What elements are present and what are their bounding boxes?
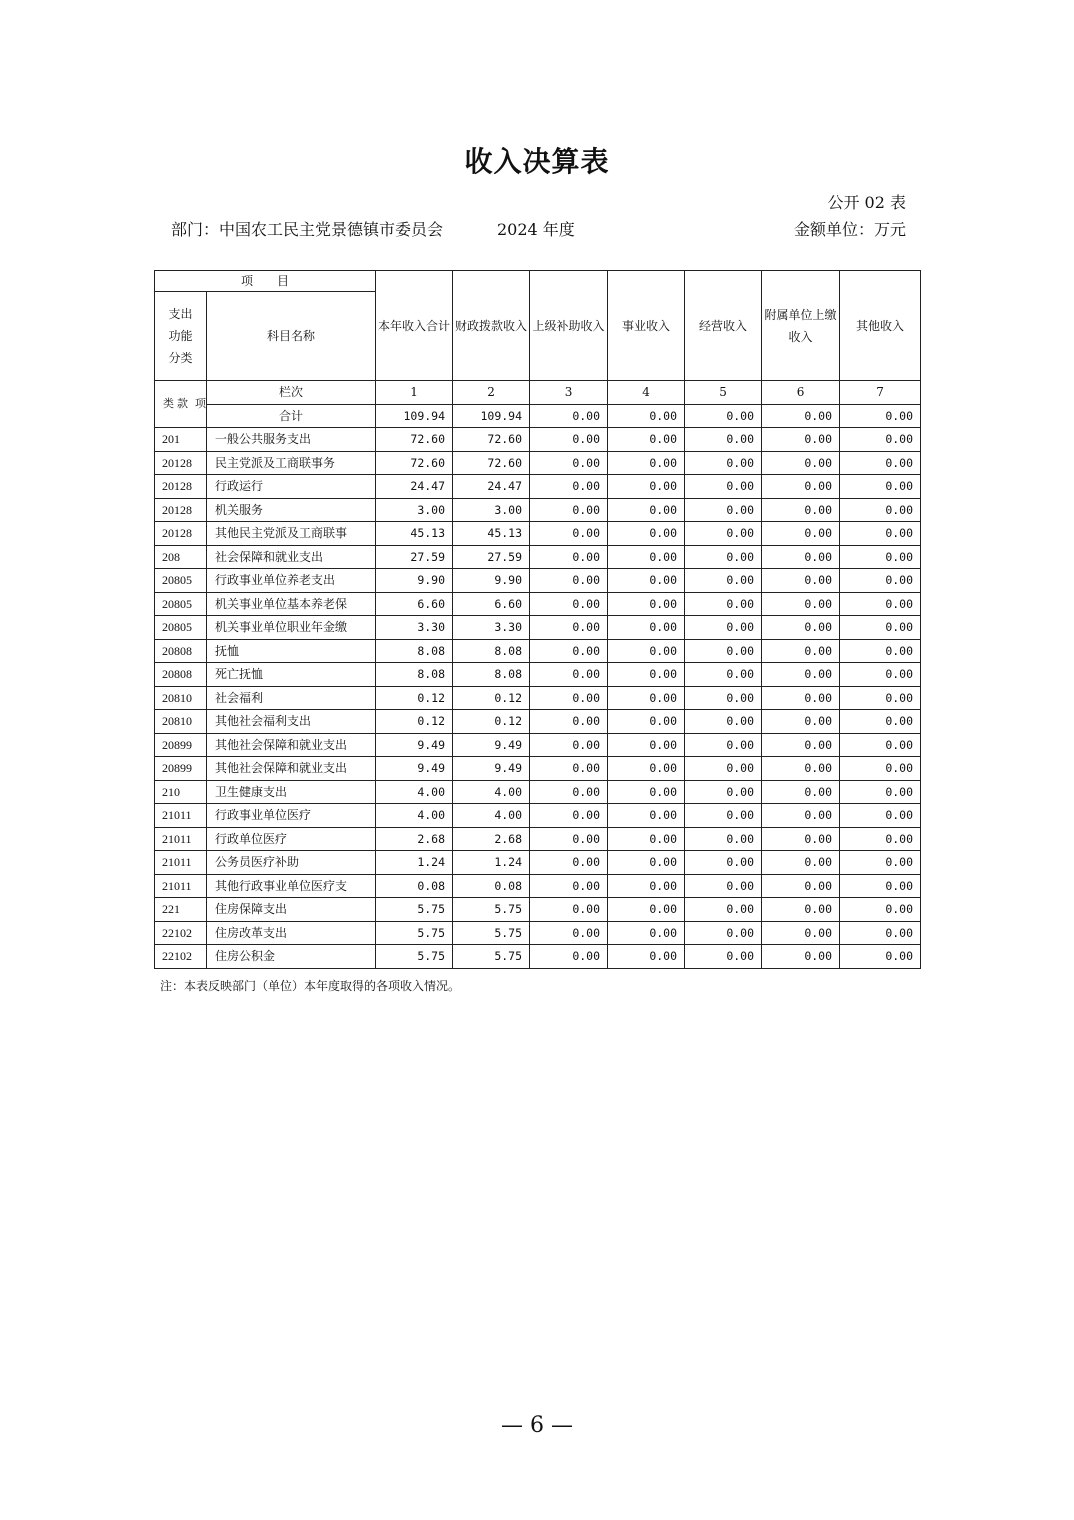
amount-cell: 0.00 bbox=[762, 428, 840, 452]
amount-cell: 0.00 bbox=[840, 780, 921, 804]
amount-cell: 0.00 bbox=[685, 710, 762, 734]
subject-name: 机关服务 bbox=[207, 498, 376, 522]
total-row bbox=[155, 404, 921, 428]
amount-cell: 8.08 bbox=[453, 663, 530, 687]
amount-cell: 0.00 bbox=[685, 498, 762, 522]
amount-cell: 72.60 bbox=[376, 428, 453, 452]
amount-cell: 0.00 bbox=[608, 428, 685, 452]
subject-code: 20808 bbox=[155, 663, 207, 687]
department-label: 部门：中国农工民主党景德镇市委员会 bbox=[171, 220, 444, 239]
amount-cell: 9.90 bbox=[376, 569, 453, 593]
table-row bbox=[155, 428, 921, 452]
subject-name: 死亡抚恤 bbox=[207, 663, 376, 687]
amount-cell: 0.00 bbox=[530, 545, 608, 569]
amount-cell: 6.60 bbox=[453, 592, 530, 616]
amount-cell: 5.75 bbox=[453, 921, 530, 945]
amount-cell: 8.08 bbox=[453, 639, 530, 663]
table-row bbox=[155, 616, 921, 640]
amount-cell: 0.00 bbox=[762, 639, 840, 663]
subject-code: 20808 bbox=[155, 639, 207, 663]
amount-cell: 0.00 bbox=[762, 874, 840, 898]
amount-cell: 0.00 bbox=[530, 710, 608, 734]
subject-name: 行政单位医疗 bbox=[207, 827, 376, 851]
amount-cell: 8.08 bbox=[376, 663, 453, 687]
amount-cell: 4.00 bbox=[376, 780, 453, 804]
amount-cell: 72.60 bbox=[453, 451, 530, 475]
amount-cell: 0.12 bbox=[453, 710, 530, 734]
amount-cell: 0.00 bbox=[608, 827, 685, 851]
amount-cell: 0.00 bbox=[608, 545, 685, 569]
col-num: 2 bbox=[453, 381, 530, 405]
amount-cell: 0.00 bbox=[685, 451, 762, 475]
table-row bbox=[155, 451, 921, 475]
amount-cell: 0.00 bbox=[685, 428, 762, 452]
subject-name: 社会保障和就业支出 bbox=[207, 545, 376, 569]
amount-cell: 0.00 bbox=[762, 522, 840, 546]
table-row bbox=[155, 921, 921, 945]
amount-cell: 0.00 bbox=[685, 827, 762, 851]
table-row bbox=[155, 522, 921, 546]
amount-cell: 0.00 bbox=[608, 475, 685, 499]
amount-cell: 0.00 bbox=[840, 639, 921, 663]
amount-cell: 0.00 bbox=[685, 522, 762, 546]
amount-cell: 27.59 bbox=[376, 545, 453, 569]
amount-cell: 0.00 bbox=[840, 921, 921, 945]
amount-cell: 0.00 bbox=[685, 874, 762, 898]
subject-code: 20810 bbox=[155, 710, 207, 734]
table-row bbox=[155, 757, 921, 781]
amount-cell: 9.49 bbox=[376, 757, 453, 781]
subject-code: 20128 bbox=[155, 475, 207, 499]
table-row bbox=[155, 851, 921, 875]
amount-cell: 0.00 bbox=[762, 545, 840, 569]
table-note: 注：本表反映部门（单位）本年度取得的各项收入情况。 bbox=[160, 979, 461, 993]
col-num: 6 bbox=[762, 381, 840, 405]
table-row bbox=[155, 898, 921, 922]
amount-cell: 0.00 bbox=[840, 804, 921, 828]
amount-cell: 5.75 bbox=[376, 921, 453, 945]
amount-cell: 0.00 bbox=[530, 898, 608, 922]
amount-cell: 0.00 bbox=[685, 686, 762, 710]
amount-cell: 0.00 bbox=[840, 874, 921, 898]
amount-cell: 0.00 bbox=[840, 827, 921, 851]
total-value: 0.00 bbox=[530, 404, 608, 428]
amount-cell: 0.00 bbox=[762, 733, 840, 757]
amount-cell: 0.00 bbox=[608, 945, 685, 969]
table-row bbox=[155, 945, 921, 969]
amount-cell: 9.49 bbox=[453, 733, 530, 757]
amount-cell: 45.13 bbox=[453, 522, 530, 546]
amount-cell: 3.30 bbox=[453, 616, 530, 640]
subject-name: 社会福利 bbox=[207, 686, 376, 710]
amount-cell: 9.49 bbox=[453, 757, 530, 781]
amount-cell: 5.75 bbox=[453, 945, 530, 969]
amount-cell: 0.00 bbox=[530, 428, 608, 452]
col-header-fiscal: 财政拨款收入 bbox=[453, 271, 530, 381]
amount-cell: 0.00 bbox=[530, 686, 608, 710]
amount-cell: 0.12 bbox=[453, 686, 530, 710]
amount-cell: 0.00 bbox=[685, 592, 762, 616]
amount-cell: 1.24 bbox=[376, 851, 453, 875]
total-value: 0.00 bbox=[840, 404, 921, 428]
amount-unit: 金额单位：万元 bbox=[793, 220, 906, 239]
amount-cell: 0.00 bbox=[762, 451, 840, 475]
table-row bbox=[155, 733, 921, 757]
amount-cell: 0.00 bbox=[840, 428, 921, 452]
col-header-business: 事业收入 bbox=[608, 271, 685, 381]
lei-kuan-xiang-header bbox=[155, 381, 207, 428]
amount-cell: 0.00 bbox=[685, 945, 762, 969]
table-row bbox=[155, 804, 921, 828]
table-row bbox=[155, 827, 921, 851]
amount-cell: 0.00 bbox=[608, 780, 685, 804]
col-num: 5 bbox=[685, 381, 762, 405]
amount-cell: 0.00 bbox=[530, 616, 608, 640]
amount-cell: 0.00 bbox=[608, 663, 685, 687]
subject-code: 20128 bbox=[155, 451, 207, 475]
subject-code: 210 bbox=[155, 780, 207, 804]
amount-cell: 0.00 bbox=[762, 498, 840, 522]
amount-cell: 3.00 bbox=[376, 498, 453, 522]
subject-code: 22102 bbox=[155, 945, 207, 969]
amount-cell: 0.00 bbox=[530, 921, 608, 945]
amount-cell: 0.00 bbox=[608, 733, 685, 757]
amount-cell: 0.00 bbox=[840, 498, 921, 522]
amount-cell: 4.00 bbox=[376, 804, 453, 828]
fiscal-year: 2024 年度 bbox=[497, 220, 575, 239]
col-header-affiliate: 附属单位上缴收入 bbox=[762, 271, 840, 381]
subject-code: 20899 bbox=[155, 757, 207, 781]
amount-cell: 0.00 bbox=[762, 592, 840, 616]
amount-cell: 0.00 bbox=[840, 569, 921, 593]
col-header-total: 本年收入合计 bbox=[376, 271, 453, 381]
amount-cell: 0.00 bbox=[608, 592, 685, 616]
amount-cell: 0.00 bbox=[530, 498, 608, 522]
amount-cell: 1.24 bbox=[453, 851, 530, 875]
table-row bbox=[155, 639, 921, 663]
amount-cell: 0.00 bbox=[608, 639, 685, 663]
amount-cell: 0.00 bbox=[840, 475, 921, 499]
amount-cell: 0.00 bbox=[530, 733, 608, 757]
table-row bbox=[155, 663, 921, 687]
amount-cell: 0.00 bbox=[530, 945, 608, 969]
amount-cell: 0.00 bbox=[608, 874, 685, 898]
col-num: 3 bbox=[530, 381, 608, 405]
amount-cell: 0.00 bbox=[762, 686, 840, 710]
amount-cell: 0.00 bbox=[762, 475, 840, 499]
amount-cell: 3.30 bbox=[376, 616, 453, 640]
table-row bbox=[155, 780, 921, 804]
amount-cell: 0.00 bbox=[762, 663, 840, 687]
amount-cell: 0.00 bbox=[530, 757, 608, 781]
subject-code: 221 bbox=[155, 898, 207, 922]
subject-code: 21011 bbox=[155, 827, 207, 851]
subject-name: 其他社会保障和就业支出 bbox=[207, 733, 376, 757]
subject-code: 201 bbox=[155, 428, 207, 452]
amount-cell: 2.68 bbox=[453, 827, 530, 851]
amount-cell: 0.00 bbox=[608, 804, 685, 828]
subject-code: 20128 bbox=[155, 498, 207, 522]
subject-name: 抚恤 bbox=[207, 639, 376, 663]
amount-cell: 0.00 bbox=[530, 569, 608, 593]
amount-cell: 0.00 bbox=[762, 569, 840, 593]
amount-cell: 0.00 bbox=[608, 851, 685, 875]
amount-cell: 0.00 bbox=[762, 898, 840, 922]
amount-cell: 0.00 bbox=[685, 851, 762, 875]
col-num: 1 bbox=[376, 381, 453, 405]
table-row bbox=[155, 686, 921, 710]
form-number: 公开 02 表 bbox=[827, 193, 906, 212]
amount-cell: 0.00 bbox=[608, 921, 685, 945]
subject-name: 一般公共服务支出 bbox=[207, 428, 376, 452]
subject-code: 20805 bbox=[155, 569, 207, 593]
amount-cell: 0.00 bbox=[530, 451, 608, 475]
amount-cell: 0.00 bbox=[840, 898, 921, 922]
subject-code: 21011 bbox=[155, 804, 207, 828]
amount-cell: 0.00 bbox=[685, 639, 762, 663]
amount-cell: 27.59 bbox=[453, 545, 530, 569]
amount-cell: 0.00 bbox=[685, 921, 762, 945]
subject-name: 住房公积金 bbox=[207, 945, 376, 969]
subject-name: 其他行政事业单位医疗支 bbox=[207, 874, 376, 898]
subject-name: 民主党派及工商联事务 bbox=[207, 451, 376, 475]
amount-cell: 72.60 bbox=[376, 451, 453, 475]
amount-cell: 0.00 bbox=[608, 451, 685, 475]
amount-cell: 72.60 bbox=[453, 428, 530, 452]
amount-cell: 2.68 bbox=[376, 827, 453, 851]
xiang-label: 项 bbox=[195, 397, 206, 410]
amount-cell: 0.00 bbox=[762, 851, 840, 875]
subject-code: 22102 bbox=[155, 921, 207, 945]
amount-cell: 0.00 bbox=[530, 874, 608, 898]
amount-cell: 0.00 bbox=[685, 475, 762, 499]
amount-cell: 5.75 bbox=[453, 898, 530, 922]
subject-code: 21011 bbox=[155, 874, 207, 898]
amount-cell: 0.00 bbox=[762, 710, 840, 734]
subject-code: 20128 bbox=[155, 522, 207, 546]
amount-cell: 0.00 bbox=[530, 475, 608, 499]
amount-cell: 0.00 bbox=[530, 639, 608, 663]
project-header: 项 目 bbox=[155, 271, 376, 292]
total-value: 109.94 bbox=[376, 404, 453, 428]
total-value: 0.00 bbox=[685, 404, 762, 428]
col-header-operating: 经营收入 bbox=[685, 271, 762, 381]
amount-cell: 5.75 bbox=[376, 898, 453, 922]
subject-name: 其他社会保障和就业支出 bbox=[207, 757, 376, 781]
lanci-label: 栏次 bbox=[207, 381, 376, 405]
amount-cell: 0.00 bbox=[840, 851, 921, 875]
col-num: 4 bbox=[608, 381, 685, 405]
subject-code: 21011 bbox=[155, 851, 207, 875]
amount-cell: 0.00 bbox=[762, 945, 840, 969]
amount-cell: 0.12 bbox=[376, 710, 453, 734]
income-final-accounts-table bbox=[154, 270, 921, 969]
subject-code: 20805 bbox=[155, 616, 207, 640]
table-row bbox=[155, 569, 921, 593]
col-num: 7 bbox=[840, 381, 921, 405]
table-row bbox=[155, 592, 921, 616]
amount-cell: 0.00 bbox=[762, 616, 840, 640]
amount-cell: 0.00 bbox=[685, 780, 762, 804]
col-header-superior: 上级补助收入 bbox=[530, 271, 608, 381]
amount-cell: 24.47 bbox=[376, 475, 453, 499]
table-row bbox=[155, 475, 921, 499]
amount-cell: 0.00 bbox=[608, 569, 685, 593]
page-number: — 6 — bbox=[501, 1413, 573, 1438]
amount-cell: 0.00 bbox=[608, 616, 685, 640]
amount-cell: 0.00 bbox=[685, 804, 762, 828]
amount-cell: 0.00 bbox=[608, 686, 685, 710]
table-row bbox=[155, 545, 921, 569]
subject-name: 卫生健康支出 bbox=[207, 780, 376, 804]
amount-cell: 0.00 bbox=[685, 545, 762, 569]
lei-label: 类 bbox=[163, 397, 174, 410]
amount-cell: 45.13 bbox=[376, 522, 453, 546]
subject-name: 公务员医疗补助 bbox=[207, 851, 376, 875]
col-header-other: 其他收入 bbox=[840, 271, 921, 381]
subject-name: 其他社会福利支出 bbox=[207, 710, 376, 734]
amount-cell: 9.49 bbox=[376, 733, 453, 757]
amount-cell: 5.75 bbox=[376, 945, 453, 969]
amount-cell: 0.00 bbox=[608, 898, 685, 922]
amount-cell: 0.00 bbox=[530, 592, 608, 616]
amount-cell: 0.00 bbox=[608, 498, 685, 522]
amount-cell: 4.00 bbox=[453, 780, 530, 804]
total-value: 0.00 bbox=[762, 404, 840, 428]
subject-name: 行政事业单位医疗 bbox=[207, 804, 376, 828]
amount-cell: 0.00 bbox=[762, 921, 840, 945]
amount-cell: 0.08 bbox=[376, 874, 453, 898]
amount-cell: 0.00 bbox=[840, 710, 921, 734]
amount-cell: 0.00 bbox=[530, 851, 608, 875]
amount-cell: 0.00 bbox=[762, 757, 840, 781]
amount-cell: 24.47 bbox=[453, 475, 530, 499]
subject-code: 20899 bbox=[155, 733, 207, 757]
amount-cell: 0.00 bbox=[608, 710, 685, 734]
subject-name: 行政运行 bbox=[207, 475, 376, 499]
table-row bbox=[155, 874, 921, 898]
total-value: 0.00 bbox=[608, 404, 685, 428]
subject-name: 行政事业单位养老支出 bbox=[207, 569, 376, 593]
amount-cell: 0.00 bbox=[530, 827, 608, 851]
subject-code: 20805 bbox=[155, 592, 207, 616]
subject-code: 208 bbox=[155, 545, 207, 569]
table-row bbox=[155, 710, 921, 734]
amount-cell: 8.08 bbox=[376, 639, 453, 663]
table-row bbox=[155, 498, 921, 522]
amount-cell: 0.00 bbox=[530, 804, 608, 828]
total-value: 109.94 bbox=[453, 404, 530, 428]
amount-cell: 0.00 bbox=[840, 945, 921, 969]
amount-cell: 0.00 bbox=[840, 757, 921, 781]
amount-cell: 0.00 bbox=[840, 616, 921, 640]
subject-name: 机关事业单位基本养老保 bbox=[207, 592, 376, 616]
amount-cell: 0.00 bbox=[840, 663, 921, 687]
subject-name-header: 科目名称 bbox=[207, 292, 376, 381]
amount-cell: 0.00 bbox=[840, 686, 921, 710]
kuan-label: 款 bbox=[177, 397, 188, 410]
amount-cell: 0.00 bbox=[608, 757, 685, 781]
subject-name: 其他民主党派及工商联事 bbox=[207, 522, 376, 546]
page-title: 收入决算表 bbox=[464, 145, 610, 178]
amount-cell: 0.00 bbox=[685, 663, 762, 687]
amount-cell: 0.00 bbox=[685, 733, 762, 757]
subject-name: 住房保障支出 bbox=[207, 898, 376, 922]
total-label: 合计 bbox=[207, 404, 376, 428]
subject-name: 住房改革支出 bbox=[207, 921, 376, 945]
amount-cell: 0.00 bbox=[685, 898, 762, 922]
func-class-header: 支出功能分类 bbox=[155, 292, 207, 381]
subject-name: 机关事业单位职业年金缴 bbox=[207, 616, 376, 640]
amount-cell: 9.90 bbox=[453, 569, 530, 593]
amount-cell: 6.60 bbox=[376, 592, 453, 616]
amount-cell: 0.00 bbox=[685, 616, 762, 640]
amount-cell: 0.00 bbox=[840, 451, 921, 475]
amount-cell: 3.00 bbox=[453, 498, 530, 522]
subject-code: 20810 bbox=[155, 686, 207, 710]
amount-cell: 0.12 bbox=[376, 686, 453, 710]
amount-cell: 0.00 bbox=[530, 522, 608, 546]
amount-cell: 0.00 bbox=[840, 592, 921, 616]
amount-cell: 0.00 bbox=[685, 569, 762, 593]
amount-cell: 0.00 bbox=[840, 522, 921, 546]
amount-cell: 0.00 bbox=[608, 522, 685, 546]
amount-cell: 0.00 bbox=[762, 804, 840, 828]
amount-cell: 4.00 bbox=[453, 804, 530, 828]
amount-cell: 0.00 bbox=[840, 733, 921, 757]
amount-cell: 0.00 bbox=[685, 757, 762, 781]
amount-cell: 0.00 bbox=[762, 827, 840, 851]
amount-cell: 0.00 bbox=[530, 780, 608, 804]
amount-cell: 0.08 bbox=[453, 874, 530, 898]
amount-cell: 0.00 bbox=[530, 663, 608, 687]
amount-cell: 0.00 bbox=[762, 780, 840, 804]
amount-cell: 0.00 bbox=[840, 545, 921, 569]
